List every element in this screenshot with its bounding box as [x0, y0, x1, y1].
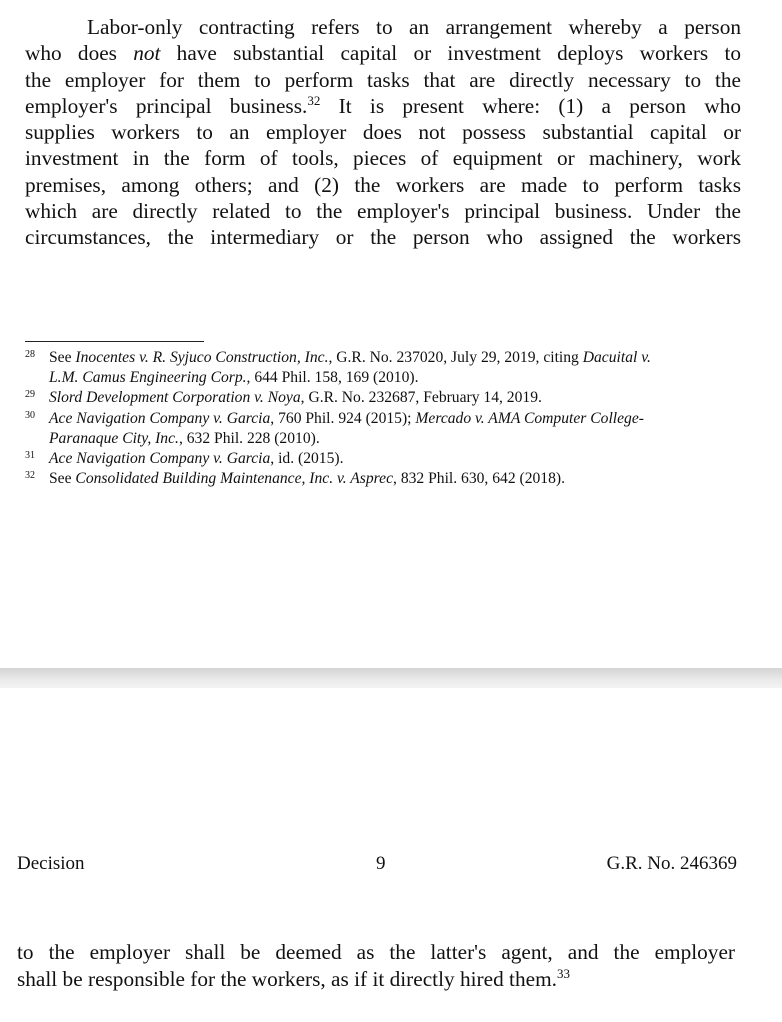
- continuation-paragraph: [17, 939, 735, 993]
- footnote-number: 28: [25, 349, 35, 360]
- paragraph-line: Labor-only contracting refers to an arrangement whereby a person: [87, 15, 741, 39]
- footnote-number: 29: [25, 389, 35, 401]
- body-paragraph: [25, 14, 741, 251]
- footnote-ref-33[interactable]: 33: [556, 965, 570, 981]
- paragraph-line: the employer for them to perform tasks that are directly necessary to the: [25, 67, 741, 92]
- paragraph-line: supplies workers to an employer does not possess substantial capital or: [25, 120, 741, 145]
- footnote-ref-32[interactable]: 32: [307, 92, 321, 108]
- footnote-28: 28 See Inocentes v. R. Syjuco Construction, Inc., G.R. No. 237020, July 29, 2019, citing Dacuital v. L.M. Camus Engineering Corp., 644 Phil. 158, 169 (2010).: [25, 348, 745, 388]
- paragraph-line: who does not have substantial capital or investment deploys workers to: [25, 41, 742, 66]
- footnote-number: 31: [25, 450, 35, 462]
- emphasis-text: not: [133, 41, 161, 66]
- paragraph-line: to the employer shall be deemed as the latter's agent, and the employer: [17, 940, 735, 964]
- header-case-number: G.R. No. 246369: [606, 853, 737, 874]
- header-doc-type: Decision: [17, 853, 85, 874]
- footnote-number: 30: [25, 409, 35, 421]
- paragraph-line: employer's principal business.$^{32}$ It is present where: (1) a person who: [25, 92, 742, 118]
- footnotes: [25, 348, 745, 489]
- paragraph-line: premises, among others; and (2) the workers are made to perform tasks: [25, 172, 741, 197]
- header-page-number: 9: [376, 853, 386, 874]
- paragraph-line: investment in the form of tools, pieces of equipment or machinery, work: [25, 146, 741, 171]
- page-header: [17, 853, 737, 875]
- footnote-31: 31 Ace Navigation Company v. Garcia, id. (2015).: [25, 449, 745, 469]
- footnote-29: 29 Slord Development Corporation v. Noya, G.R. No. 232687, February 14, 2019.: [25, 388, 745, 408]
- footnote-separator: [25, 341, 204, 342]
- paragraph-line: which are directly related to the employer's principal business. Under the: [25, 199, 741, 224]
- footnote-number: 32: [25, 470, 35, 482]
- paragraph-line: circumstances, the intermediary or the person who assigned the workers: [25, 225, 741, 250]
- paragraph-line: shall be responsible for the workers, as if it directly hired them.$^{33}$: [17, 965, 570, 991]
- footnote-32: 32 See Consolidated Building Maintenance, Inc. v. Asprec, 832 Phil. 630, 642 (2018).: [25, 469, 745, 489]
- page-break-divider: [0, 668, 782, 688]
- footnote-30: 30 Ace Navigation Company v. Garcia, 760 Phil. 924 (2015); Mercado v. AMA Computer College- Paranaque City, Inc., 632 Phil. 228 (2010).: [25, 409, 745, 449]
